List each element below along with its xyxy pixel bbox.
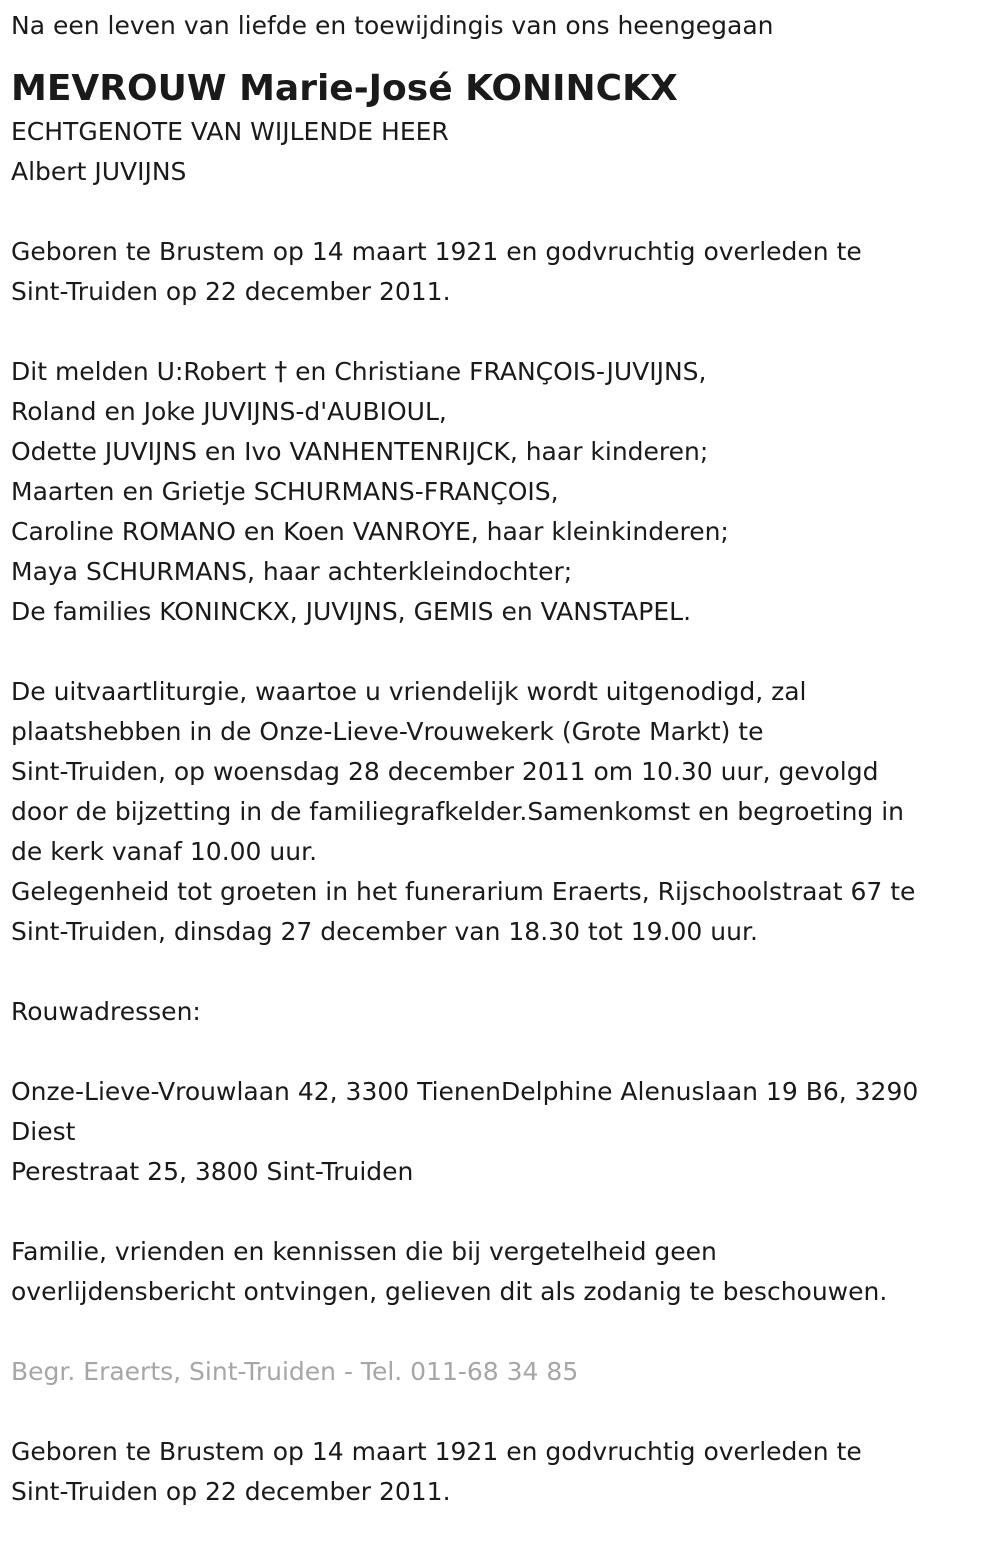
- spouse-line-2: Albert JUVIJNS: [11, 157, 187, 186]
- family-line: Maya SCHURMANS, haar achterkleindochter;: [11, 557, 573, 586]
- spacer: [11, 952, 990, 992]
- family-first-suffix: en Christiane FRANÇOIS-JUVIJNS,: [287, 357, 707, 386]
- ceremony-line: De uitvaartliturgie, waartoe u vriendelijk wordt uitgenodigd, zal: [11, 677, 807, 706]
- spacer: [11, 1392, 990, 1432]
- family-line: Roland en Joke JUVIJNS-d'AUBIOUL,: [11, 397, 447, 426]
- ceremony-line: Gelegenheid tot groeten in het funerarium Eraerts, Rijschoolstraat 67 te: [11, 877, 916, 906]
- cross-icon: †: [274, 357, 288, 387]
- spacer: [11, 1032, 990, 1072]
- addresses-heading: Rouwadressen:: [11, 997, 201, 1026]
- spacer: [11, 192, 990, 232]
- family-line: Maarten en Grietje SCHURMANS-FRANÇOIS,: [11, 477, 559, 506]
- ceremony-line: Sint-Truiden, op woensdag 28 december 2011 om 10.30 uur, gevolgd: [11, 757, 879, 786]
- notice-line-2: overlijdensbericht ontvingen, gelieven dit als zodanig te beschouwen.: [11, 1277, 888, 1306]
- spacer: [11, 1312, 990, 1352]
- address-line: Onze-Lieve-Vrouwlaan 42, 3300 TienenDelphine Alenuslaan 19 B6, 3290: [11, 1077, 919, 1106]
- ceremony-line: door de bijzetting in de familiegrafkelder.Samenkomst en begroeting in: [11, 797, 905, 826]
- deceased-name: MEVROUW Marie-José KONINCKX: [11, 68, 678, 109]
- notice-line-1: Familie, vrienden en kennissen die bij vergetelheid geen: [11, 1237, 717, 1266]
- birth-death-line-2: Sint-Truiden op 22 december 2011.: [11, 277, 451, 306]
- spouse-line-1: ECHTGENOTE VAN WIJLENDE HEER: [11, 117, 449, 146]
- family-line-first: [11, 352, 990, 392]
- ceremony-line: de kerk vanaf 10.00 uur.: [11, 837, 318, 866]
- undertaker-info: Begr. Eraerts, Sint-Truiden - Tel. 011-68 34 85: [11, 1357, 579, 1386]
- family-line: De families KONINCKX, JUVIJNS, GEMIS en VANSTAPEL.: [11, 597, 692, 626]
- family-first-prefix: Dit melden U:Robert: [11, 357, 267, 386]
- spacer: [11, 632, 990, 672]
- birth-death-repeat-line-2: Sint-Truiden op 22 december 2011.: [11, 1477, 451, 1506]
- birth-death-line-1: Geboren te Brustem op 14 maart 1921 en godvruchtig overleden te: [11, 237, 862, 266]
- spacer: [11, 312, 990, 352]
- spacer: [11, 1192, 990, 1232]
- address-line: Perestraat 25, 3800 Sint-Truiden: [11, 1157, 414, 1186]
- birth-death-repeat-line-1: Geboren te Brustem op 14 maart 1921 en godvruchtig overleden te: [11, 1437, 862, 1466]
- ceremony-line: Sint-Truiden, dinsdag 27 december van 18.30 tot 19.00 uur.: [11, 917, 758, 946]
- intro-text: Na een leven van liefde en toewijdingis van ons heengegaan: [11, 11, 774, 40]
- spacer: [11, 46, 990, 66]
- ceremony-line: plaatshebben in de Onze-Lieve-Vrouwekerk (Grote Markt) te: [11, 717, 764, 746]
- address-line: Diest: [11, 1117, 76, 1146]
- family-line: Odette JUVIJNS en Ivo VANHENTENRIJCK, haar kinderen;: [11, 437, 709, 466]
- family-line: Caroline ROMANO en Koen VANROYE, haar kleinkinderen;: [11, 517, 729, 546]
